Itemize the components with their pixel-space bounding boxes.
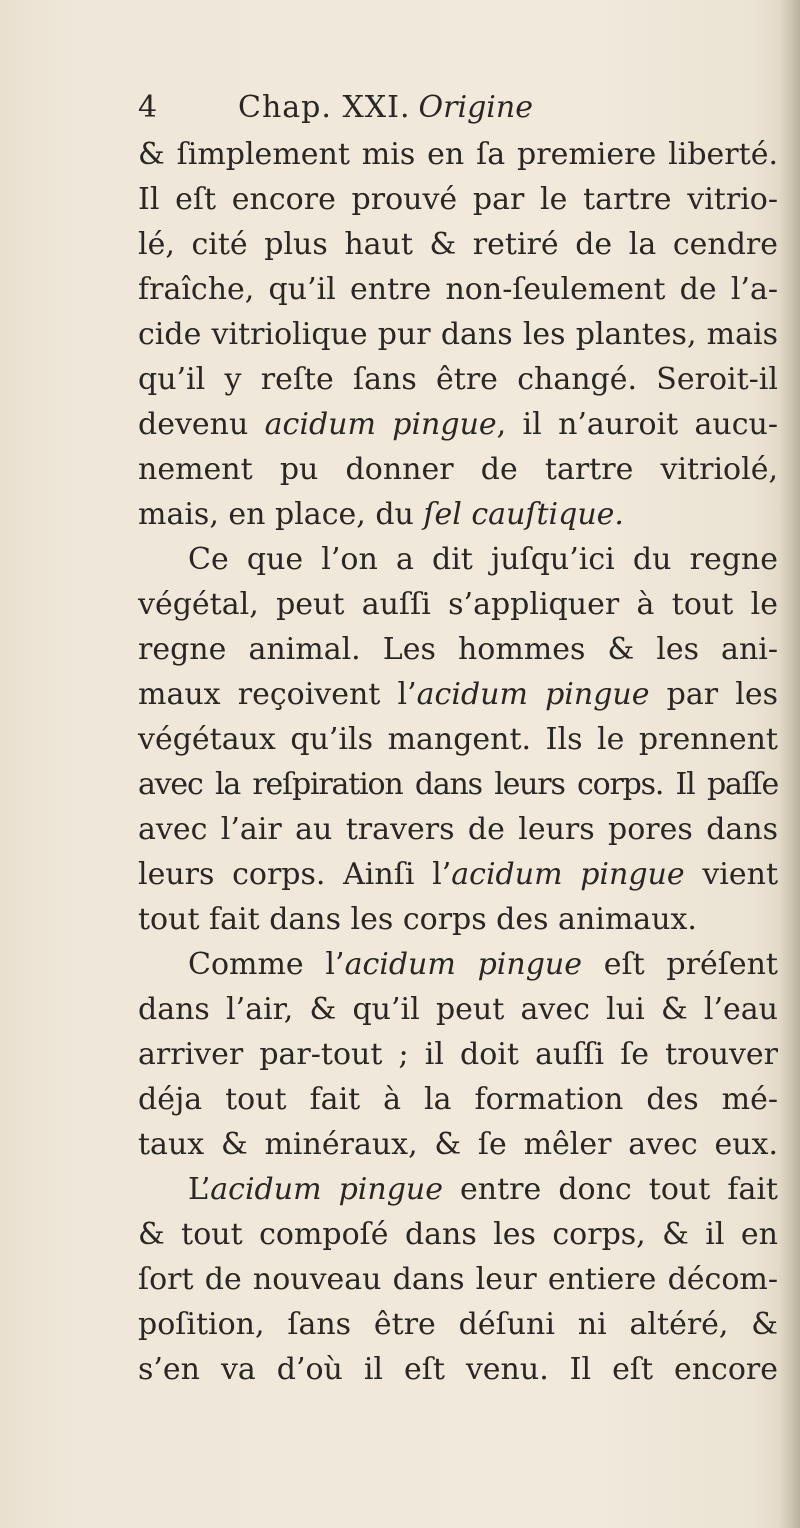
italic-term: acidum pingue	[264, 407, 497, 442]
italic-term: acidum pingue	[451, 857, 685, 892]
text-line-10: Ce que l’on a dit juſqu’ici du regne	[188, 542, 778, 577]
text-line-2: Il eſt encore prouvé par le tartre vitrio-	[138, 182, 778, 217]
text-segment: maux reçoivent l’	[138, 677, 417, 712]
italic-term: acidum pingue	[344, 947, 582, 982]
text-segment: devenu	[138, 407, 265, 442]
italic-term: acidum pingue	[210, 1172, 443, 1207]
text-line-9	[138, 492, 778, 537]
text-segment: par les	[649, 677, 778, 712]
text-line-19	[138, 942, 778, 987]
text-segment: mais, en place, du	[138, 497, 424, 532]
text-block	[138, 84, 778, 1392]
text-line-22: déja tout fait à la formation des mé-	[138, 1082, 778, 1117]
text-line-23: taux & minéraux, & ſe mêler avec eux.	[138, 1127, 778, 1162]
text-line-24	[138, 1167, 778, 1212]
text-line-11: végétal, peut auſſi s’appliquer à tout le	[138, 587, 778, 622]
text-line-28: s’en va d’où il eſt venu. Il eſt encore	[138, 1352, 778, 1387]
text-segment: vient	[684, 857, 778, 892]
running-head	[138, 84, 778, 132]
text-line-4: fraîche, qu’il entre non-ſeulement de l’a-	[138, 272, 778, 307]
text-line-5: cide vitriolique pur dans les plantes, mais	[138, 317, 778, 352]
text-line-7	[138, 402, 778, 447]
chapter-heading: Chap. XXI.	[238, 90, 411, 125]
page-number: 4	[138, 90, 158, 125]
text-segment: L’	[188, 1172, 211, 1207]
text-line-27: poſition, ſans être déſuni ni altéré, &	[138, 1307, 778, 1342]
text-line-13	[138, 672, 778, 717]
text-segment: leurs corps. Ainſi l’	[138, 857, 452, 892]
text-segment: , il n’auroit aucu-	[496, 407, 778, 442]
text-segment: Comme l’	[188, 947, 345, 982]
italic-term: acidum pingue	[416, 677, 650, 712]
text-line-20: dans l’air, & qu’il peut avec lui & l’eau	[138, 992, 778, 1027]
text-line-25: & tout compoſé dans les corps, & il en	[138, 1217, 778, 1252]
text-segment: eſt préſent	[581, 947, 778, 982]
text-line-15: avec la reſpiration dans leurs corps. Il paſſe	[138, 767, 778, 802]
text-line-16: avec l’air au travers de leurs pores dans	[138, 812, 778, 847]
page-gutter-shadow	[778, 0, 800, 1528]
text-line-3: lé, cité plus haut & retiré de la cendre	[138, 227, 778, 262]
text-line-12: regne animal. Les hommes & les ani-	[138, 632, 778, 667]
text-line-18: tout fait dans les corps des animaux.	[138, 902, 697, 937]
text-line-21: arriver par-tout ; il doit auſſi ſe trouver	[138, 1037, 778, 1072]
text-line-17	[138, 852, 778, 897]
text-line-8: nement pu donner de tartre vitriolé,	[138, 452, 778, 487]
text-line-14: végétaux qu’ils mangent. Ils le prennent	[138, 722, 778, 757]
text-line-1: & ſimplement mis en ſa premiere liberté.	[138, 137, 778, 172]
text-line-6: qu’il y reſte ſans être changé. Seroit-il	[138, 362, 778, 397]
text-line-26: ſort de nouveau dans leur entiere décom-	[138, 1262, 778, 1297]
text-segment: entre donc tout fait	[442, 1172, 778, 1207]
italic-term: ſel cauſtique.	[423, 497, 624, 532]
chapter-title: Origine	[418, 90, 533, 125]
